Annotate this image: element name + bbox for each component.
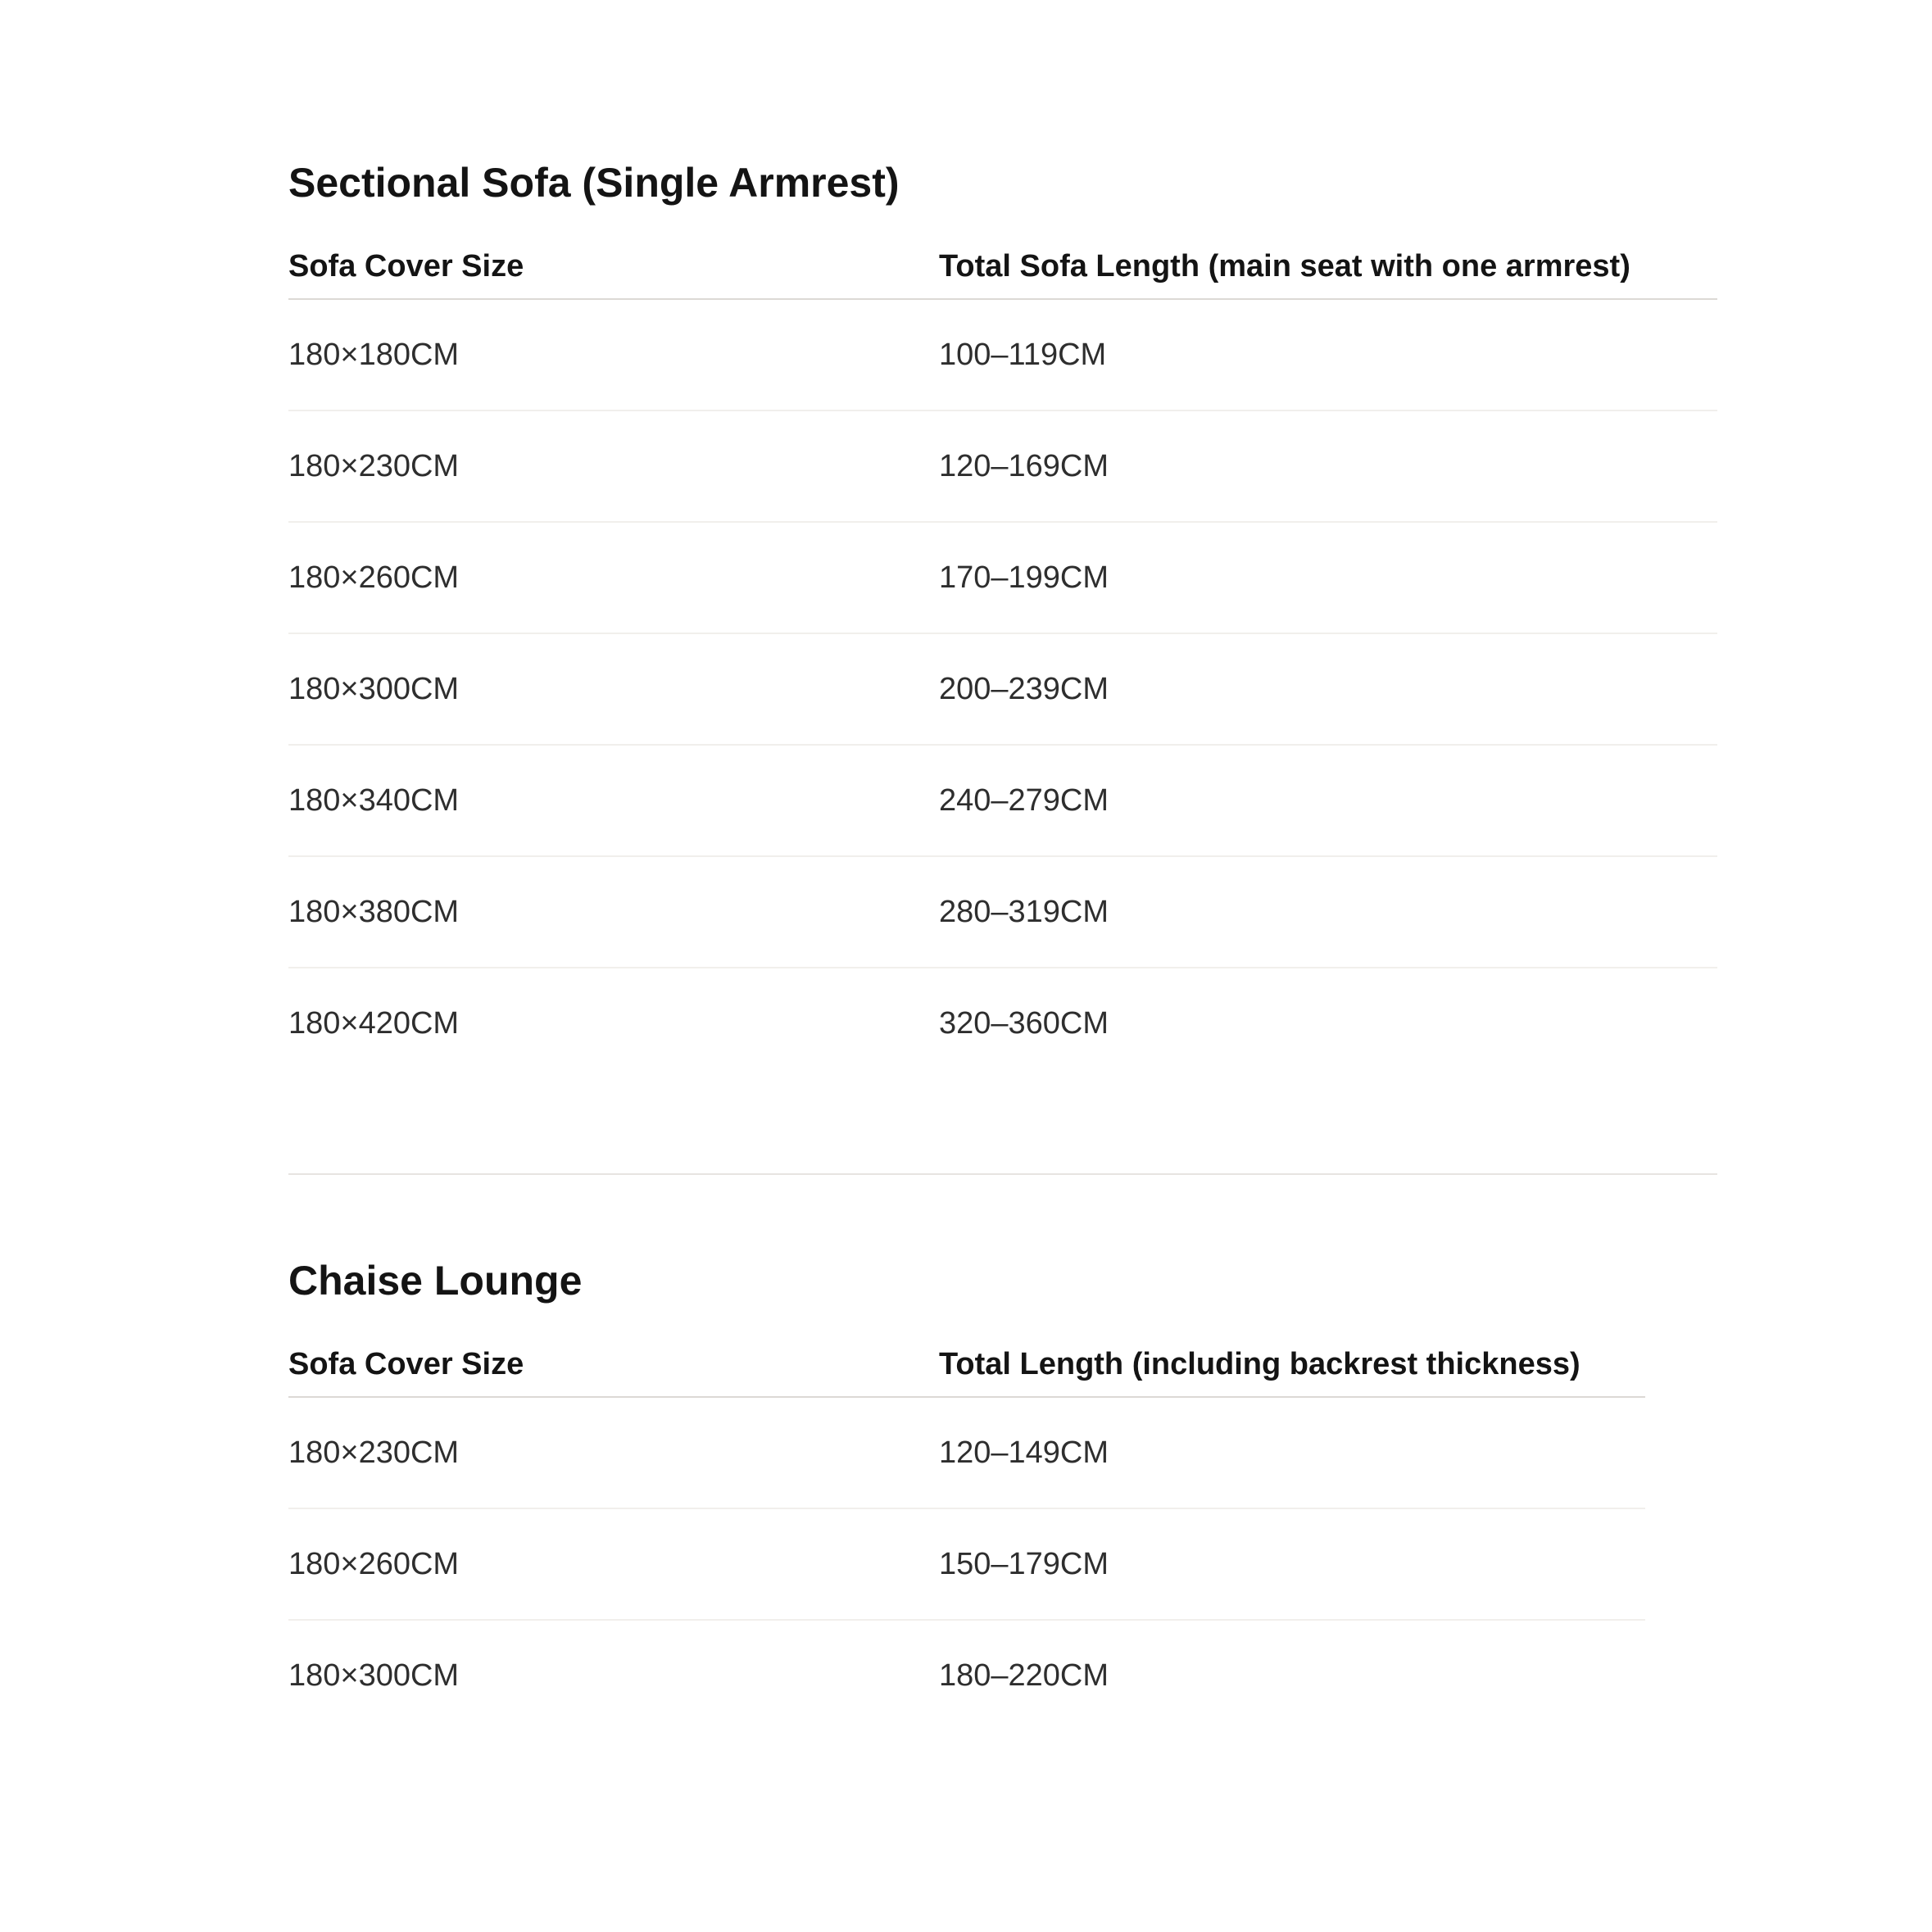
cover-size-cell: 180×260CM: [288, 1508, 939, 1620]
cover-size-cell: 180×300CM: [288, 633, 939, 745]
column-header-total-length: Total Sofa Length (main seat with one armrest): [939, 251, 1717, 299]
length-range-cell: 100–119CM: [939, 299, 1717, 410]
size-table-chaise-lounge: [288, 1349, 1645, 1730]
size-table-sectional-sofa: [288, 251, 1717, 1078]
column-header-cover-size: Sofa Cover Size: [288, 251, 939, 299]
length-range-cell: 170–199CM: [939, 522, 1717, 633]
table-row: [288, 522, 1717, 633]
cover-size-cell: 180×420CM: [288, 1006, 460, 1041]
cover-size-cell: 180×230CM: [288, 1397, 939, 1508]
cover-size-cell: 180×380CM: [288, 856, 939, 968]
length-range-cell: 120–169CM: [939, 410, 1717, 522]
table-header-row: [288, 1349, 1645, 1397]
column-header-total-length: Total Length (including backrest thickness): [939, 1349, 1645, 1397]
table-row: [288, 1397, 1645, 1508]
table-row: [288, 745, 1717, 856]
section-title: Chaise Lounge: [288, 1258, 583, 1304]
table-row: [288, 410, 1717, 522]
table-row: [288, 856, 1717, 968]
table-row: [288, 1620, 1645, 1730]
length-range-cell: 120–149CM: [939, 1397, 1645, 1508]
table-row: [288, 968, 1717, 1078]
section-divider: [288, 1173, 1717, 1175]
length-range-cell: 150–179CM: [939, 1508, 1645, 1620]
length-range-cell: 240–279CM: [939, 745, 1717, 856]
cover-size-cell: 180×180CM: [288, 299, 939, 410]
cover-size-cell: 180×230CM: [288, 410, 939, 522]
cover-size-cell: 180×300CM: [288, 1658, 460, 1693]
spec-section-sectional-sofa: [288, 162, 1932, 1078]
length-range-cell: 200–239CM: [939, 633, 1717, 745]
cover-size-cell: 180×260CM: [288, 522, 939, 633]
length-range-cell: 320–360CM: [939, 1006, 1109, 1041]
table-header-row: [288, 251, 1717, 299]
cover-size-cell: 180×340CM: [288, 745, 939, 856]
column-header-cover-size: Sofa Cover Size: [288, 1349, 939, 1397]
table-row: [288, 299, 1717, 410]
section-title: Sectional Sofa (Single Armrest): [288, 160, 900, 206]
table-row: [288, 633, 1717, 745]
length-range-cell: 280–319CM: [939, 856, 1717, 968]
spec-section-chaise-lounge: [288, 1260, 1932, 1730]
length-range-cell: 180–220CM: [939, 1658, 1109, 1693]
table-row: [288, 1508, 1645, 1620]
